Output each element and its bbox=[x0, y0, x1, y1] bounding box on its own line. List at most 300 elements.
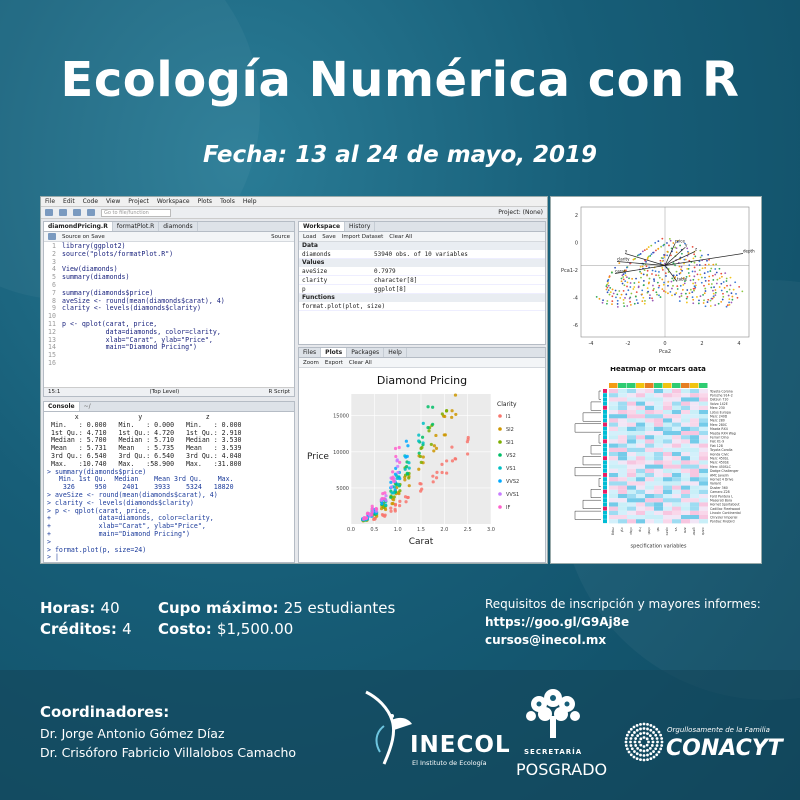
data-point bbox=[408, 467, 411, 470]
data-point bbox=[432, 449, 435, 452]
column-label: am bbox=[683, 527, 687, 533]
code-line[interactable]: aveSize <- round(mean(diamonds$carat), 4) bbox=[62, 296, 225, 305]
source-on-save-checkbox[interactable]: Source on Save bbox=[62, 233, 105, 240]
data-point bbox=[686, 247, 688, 249]
ws-name: p bbox=[302, 286, 306, 293]
row-label: Merc 450SE bbox=[710, 460, 729, 465]
line-number: 1 bbox=[52, 242, 56, 250]
data-point bbox=[704, 277, 706, 279]
heatmap-cell bbox=[663, 469, 672, 473]
heatmap-cell bbox=[681, 507, 690, 511]
logo-dot bbox=[639, 749, 642, 752]
heatmap-cell bbox=[609, 473, 618, 477]
ws-row[interactable] bbox=[299, 267, 545, 276]
heatmap-cell bbox=[618, 481, 627, 485]
logo-dot bbox=[659, 734, 662, 737]
heatmap-cell bbox=[672, 427, 681, 431]
heatmap-cell bbox=[636, 519, 645, 523]
legend-label: IF bbox=[506, 505, 511, 511]
heatmap-cell bbox=[654, 402, 663, 406]
heatmap-cell bbox=[645, 507, 654, 511]
row-color-bar bbox=[603, 465, 607, 469]
row-label: Cadillac Fleetwood bbox=[710, 506, 740, 511]
registration-link[interactable]: https://goo.gl/G9Aj8e bbox=[485, 615, 630, 629]
data-point bbox=[644, 269, 646, 271]
heatmap-cell bbox=[654, 427, 663, 431]
save-icon[interactable] bbox=[48, 233, 56, 240]
heatmap-cell bbox=[663, 515, 672, 519]
project-menu[interactable]: Project: (None) bbox=[498, 209, 543, 216]
data-point bbox=[694, 282, 696, 284]
heatmap-cell bbox=[690, 418, 699, 422]
data-point bbox=[615, 290, 617, 292]
scope-indicator[interactable]: (Top Level) bbox=[149, 389, 180, 395]
data-point bbox=[390, 502, 393, 505]
logo-dot bbox=[639, 723, 642, 726]
menu-file[interactable]: File bbox=[45, 198, 56, 205]
heatmap-cell bbox=[699, 490, 708, 494]
heatmap-cell bbox=[690, 456, 699, 460]
heatmap-cell bbox=[654, 481, 663, 485]
data-point bbox=[605, 285, 607, 287]
heatmap-cell bbox=[681, 397, 690, 401]
heatmap-cell bbox=[681, 423, 690, 427]
heatmap-cell bbox=[663, 473, 672, 477]
code-line[interactable]: summary(diamonds$price) bbox=[62, 288, 154, 297]
import-dataset-button[interactable]: Import Dataset bbox=[341, 233, 384, 240]
data-point bbox=[722, 299, 724, 301]
heatmap-cell bbox=[663, 389, 672, 393]
heatmap-cell bbox=[636, 448, 645, 452]
row-label: AMC Javelin bbox=[710, 473, 729, 478]
row-label: Toyota Corona bbox=[710, 389, 733, 394]
logo-dot bbox=[649, 724, 652, 727]
data-point bbox=[441, 471, 444, 474]
contact-email[interactable]: cursos@inecol.mx bbox=[485, 633, 607, 647]
heatmap-cell bbox=[681, 519, 690, 523]
ws-row[interactable] bbox=[299, 250, 545, 259]
data-point bbox=[704, 292, 706, 294]
hours-label: Horas: bbox=[40, 599, 96, 617]
data-point bbox=[392, 480, 395, 483]
menu-plots[interactable]: Plots bbox=[197, 198, 213, 205]
row-label: Pontiac Firebird bbox=[710, 519, 735, 524]
heatmap-cell bbox=[618, 435, 627, 439]
data-point bbox=[635, 296, 637, 298]
heatmap-cell bbox=[699, 502, 708, 506]
line-number: 7 bbox=[52, 288, 56, 297]
logo-dot bbox=[656, 744, 659, 747]
data-point bbox=[692, 302, 694, 304]
data-point bbox=[443, 415, 446, 418]
heatmap-cell bbox=[627, 397, 636, 401]
code-line[interactable]: clarity <- levels(diamonds$clarity) bbox=[62, 304, 201, 313]
console-line: 326 950 2401 3933 5324 18820 bbox=[47, 483, 234, 492]
row-label: Hornet 4 Drive bbox=[710, 477, 734, 482]
code-line[interactable]: data=diamonds, color=clarity, bbox=[62, 327, 221, 336]
heatmap-cell bbox=[654, 444, 663, 448]
row-color-bar bbox=[603, 452, 607, 456]
open-file-icon[interactable] bbox=[59, 209, 67, 216]
row-color-bar bbox=[603, 435, 607, 439]
heatmap-cell bbox=[672, 469, 681, 473]
data-point bbox=[652, 252, 654, 254]
heatmap-cell bbox=[645, 481, 654, 485]
dendrogram-branch bbox=[599, 435, 601, 443]
tab-packages[interactable]: Packages bbox=[347, 348, 384, 357]
code-line[interactable]: source("plots/formatPlot.R") bbox=[62, 249, 174, 258]
row-color-bar bbox=[603, 519, 607, 523]
cost-value: $1,500.00 bbox=[216, 620, 294, 638]
heatmap-cell bbox=[654, 494, 663, 498]
tab-help[interactable]: Help bbox=[384, 348, 407, 357]
heatmap-cell bbox=[663, 393, 672, 397]
menu-project[interactable]: Project bbox=[128, 198, 149, 205]
data-point bbox=[467, 436, 470, 439]
row-color-bar bbox=[603, 494, 607, 498]
save-icon[interactable] bbox=[73, 209, 81, 216]
code-line[interactable]: summary(diamonds) bbox=[62, 273, 130, 282]
heatmap-cell bbox=[654, 389, 663, 393]
data-point bbox=[672, 285, 674, 287]
heatmap-cell bbox=[636, 494, 645, 498]
data-point bbox=[659, 277, 661, 279]
y-tick-label: 2 bbox=[574, 213, 578, 219]
heatmap-cell bbox=[645, 486, 654, 490]
data-point bbox=[630, 293, 632, 295]
tab-console[interactable]: Console bbox=[44, 402, 80, 411]
heatmap-cell bbox=[609, 507, 618, 511]
row-label: Dodge Challenger bbox=[710, 469, 739, 474]
heatmap-cell bbox=[681, 393, 690, 397]
menu-tools[interactable]: Tools bbox=[220, 198, 235, 205]
logo-dot bbox=[658, 731, 661, 734]
menu-workspace[interactable]: Workspace bbox=[156, 198, 190, 205]
credits-value: 4 bbox=[122, 620, 132, 638]
data-point bbox=[719, 277, 721, 279]
data-point bbox=[707, 299, 709, 301]
ws-value: ggplot[8] bbox=[374, 286, 407, 293]
data-point bbox=[692, 279, 694, 281]
tab-files[interactable]: Files bbox=[299, 348, 321, 357]
row-color-bar bbox=[603, 418, 607, 422]
legend-label: VS2 bbox=[506, 453, 516, 459]
heatmap-cell bbox=[636, 427, 645, 431]
data-point bbox=[445, 409, 448, 412]
legend-swatch bbox=[498, 466, 502, 470]
heatmap-cell bbox=[609, 502, 618, 506]
heatmap-cell bbox=[609, 460, 618, 464]
console-line: > summary(diamonds$price) bbox=[47, 467, 147, 476]
line-number: 6 bbox=[52, 280, 56, 289]
heatmap-cell bbox=[672, 486, 681, 490]
tab-workspace[interactable]: Workspace bbox=[299, 222, 345, 231]
heatmap-cell bbox=[636, 397, 645, 401]
heatmap-cell bbox=[672, 406, 681, 410]
x-axis-label: Carat bbox=[408, 537, 434, 547]
logo-dot bbox=[638, 741, 641, 744]
logo-dot bbox=[639, 732, 642, 735]
tab-history[interactable]: History bbox=[345, 222, 375, 231]
data-point bbox=[727, 304, 729, 306]
data-point bbox=[417, 434, 420, 437]
heatmap-cell bbox=[645, 477, 654, 481]
data-point bbox=[679, 266, 681, 268]
source-button[interactable]: Source bbox=[271, 233, 290, 240]
heatmap-cell bbox=[654, 410, 663, 414]
heatmap-cell bbox=[681, 439, 690, 443]
heatmap-cell bbox=[654, 406, 663, 410]
logo-dot bbox=[630, 728, 633, 731]
data-point bbox=[647, 270, 649, 272]
code-line[interactable] bbox=[62, 360, 225, 368]
heatmap-cell bbox=[672, 494, 681, 498]
heatmap-cell bbox=[663, 427, 672, 431]
tab-diamonds[interactable]: diamonds bbox=[159, 222, 197, 231]
line-number: 3 bbox=[52, 257, 56, 266]
tab-diamondpricing[interactable]: diamondPricing.R bbox=[44, 222, 113, 231]
data-point bbox=[702, 294, 704, 296]
loading-label: price bbox=[675, 238, 685, 244]
file-type[interactable]: R Script bbox=[268, 389, 290, 395]
row-label: Porsche 914-2 bbox=[710, 393, 733, 398]
cost-label: Costo: bbox=[158, 620, 212, 638]
heatmap-cell bbox=[690, 427, 699, 431]
new-file-icon[interactable] bbox=[45, 209, 53, 216]
data-point bbox=[685, 293, 687, 295]
heatmap-cell bbox=[699, 477, 708, 481]
save-button[interactable]: Save bbox=[322, 233, 336, 240]
load-button[interactable]: Load bbox=[303, 233, 317, 240]
data-point bbox=[682, 284, 684, 286]
data-point bbox=[669, 238, 671, 240]
heatmap-cell bbox=[654, 469, 663, 473]
legend-swatch bbox=[498, 440, 502, 444]
data-point bbox=[692, 246, 694, 248]
zoom-button[interactable]: Zoom bbox=[303, 359, 319, 366]
data-point bbox=[714, 274, 716, 276]
logo-dot bbox=[633, 750, 636, 753]
data-point bbox=[653, 280, 655, 282]
heatmap-cell bbox=[627, 494, 636, 498]
data-point bbox=[720, 283, 722, 285]
export-button[interactable]: Export bbox=[324, 359, 343, 366]
code-line[interactable]: p <- qplot(carat, price, bbox=[62, 319, 158, 328]
heatmap-cell bbox=[636, 418, 645, 422]
heatmap-cell bbox=[618, 448, 627, 452]
heatmap-cell bbox=[654, 439, 663, 443]
clear-plots-button[interactable]: Clear All bbox=[348, 359, 372, 366]
heatmap-cell bbox=[618, 494, 627, 498]
heatmap-cell bbox=[609, 393, 618, 397]
logo-dot bbox=[660, 737, 663, 740]
heatmap-cell bbox=[636, 402, 645, 406]
data-point bbox=[608, 285, 610, 287]
data-point bbox=[666, 255, 668, 257]
data-point bbox=[699, 260, 701, 262]
data-point bbox=[694, 262, 696, 264]
heatmap-cell bbox=[609, 423, 618, 427]
logo-dot bbox=[633, 726, 636, 729]
data-point bbox=[663, 244, 665, 246]
data-point bbox=[663, 282, 665, 284]
row-color-bar bbox=[603, 502, 607, 506]
heatmap-cell bbox=[681, 402, 690, 406]
logo-dot bbox=[646, 744, 649, 747]
menu-help[interactable]: Help bbox=[242, 198, 257, 205]
row-color-bar bbox=[603, 427, 607, 431]
heatmap-cell bbox=[636, 473, 645, 477]
heatmap-cell bbox=[654, 423, 663, 427]
logo-dot bbox=[639, 754, 642, 757]
data-point bbox=[634, 258, 636, 260]
data-point bbox=[642, 250, 644, 252]
heatmap-cell bbox=[672, 473, 681, 477]
data-point bbox=[686, 302, 688, 304]
heatmap-cell bbox=[672, 490, 681, 494]
heatmap-cell bbox=[627, 519, 636, 523]
data-point bbox=[693, 275, 695, 277]
data-point bbox=[418, 452, 421, 455]
data-point bbox=[636, 291, 638, 293]
data-point bbox=[443, 433, 446, 436]
ws-row[interactable] bbox=[299, 276, 545, 285]
x-tick-label: 0.0 bbox=[347, 527, 355, 533]
code-editor[interactable] bbox=[62, 243, 225, 368]
data-point bbox=[626, 276, 628, 278]
code-line[interactable]: main="Diamond Pricing") bbox=[62, 343, 197, 352]
console-output[interactable] bbox=[47, 414, 246, 562]
data-point bbox=[733, 289, 735, 291]
data-point bbox=[640, 277, 642, 279]
data-point bbox=[599, 298, 601, 300]
data-point bbox=[710, 300, 712, 302]
chart-title: Diamond Pricing bbox=[376, 374, 468, 387]
logo-dot bbox=[651, 737, 654, 740]
heatmap-cell bbox=[645, 418, 654, 422]
row-label: Chrysler Imperial bbox=[710, 515, 738, 520]
code-line[interactable]: View(diamonds) bbox=[62, 265, 118, 274]
data-point bbox=[661, 257, 663, 259]
conacyt-tagline: Orgullosamente de la Familia bbox=[667, 726, 770, 734]
console-path: ~/ bbox=[83, 403, 91, 410]
y-tick-label: -6 bbox=[573, 323, 578, 329]
heatmap-cell bbox=[672, 389, 681, 393]
row-label: Valiant bbox=[710, 481, 721, 486]
heatmap-cell bbox=[654, 519, 663, 523]
data-point bbox=[450, 446, 453, 449]
data-point bbox=[396, 465, 399, 468]
heatmap-cell bbox=[681, 515, 690, 519]
heatmap-cell bbox=[627, 431, 636, 435]
data-point bbox=[679, 296, 681, 298]
code-line[interactable]: xlab="Carat", ylab="Price", bbox=[62, 335, 213, 344]
data-point bbox=[663, 254, 665, 256]
heatmap-cell bbox=[699, 406, 708, 410]
clear-all-button[interactable]: Clear All bbox=[389, 233, 413, 240]
heatmap-cell bbox=[699, 486, 708, 490]
data-point bbox=[686, 298, 688, 300]
data-point bbox=[694, 271, 696, 273]
heatmap-cell bbox=[627, 402, 636, 406]
posgrado-label: POSGRADO bbox=[516, 760, 608, 779]
page-title: Ecología Numérica con R bbox=[60, 52, 740, 108]
menu-edit[interactable]: Edit bbox=[63, 198, 75, 205]
legend-swatch bbox=[498, 505, 502, 509]
menu-view[interactable]: View bbox=[106, 198, 121, 205]
heatmap-cell bbox=[681, 465, 690, 469]
tab-plots[interactable]: Plots bbox=[321, 348, 347, 357]
column-label: carb bbox=[701, 527, 705, 536]
heatmap-cell bbox=[663, 511, 672, 515]
x-tick-label: 3.0 bbox=[487, 527, 495, 533]
data-point bbox=[406, 472, 409, 475]
data-point bbox=[716, 283, 718, 285]
heatmap-cell bbox=[690, 389, 699, 393]
heatmap-cell bbox=[645, 502, 654, 506]
data-point bbox=[392, 498, 395, 501]
heatmap-cell bbox=[663, 481, 672, 485]
console-line: > clarity <- levels(diamonds$clarity) bbox=[47, 498, 194, 507]
ws-section-functions: Functions bbox=[299, 294, 545, 302]
data-point bbox=[691, 291, 693, 293]
logo-dot bbox=[651, 744, 654, 747]
heatmap-cell bbox=[609, 410, 618, 414]
data-point bbox=[707, 254, 709, 256]
print-icon[interactable] bbox=[87, 209, 95, 216]
heatmap-cell bbox=[609, 456, 618, 460]
data-point bbox=[430, 443, 433, 446]
ws-row[interactable] bbox=[299, 285, 545, 294]
logo-dot bbox=[636, 752, 639, 755]
data-point bbox=[384, 503, 387, 506]
data-point bbox=[451, 459, 454, 462]
heatmap-cell bbox=[627, 452, 636, 456]
goto-file-input[interactable]: Go to file/function bbox=[101, 209, 171, 217]
ws-value: 53940 obs. of 10 variables bbox=[374, 251, 468, 258]
column-color-bar bbox=[690, 383, 699, 388]
x-tick-label: 1.0 bbox=[393, 527, 402, 533]
tab-formatplot[interactable]: formatPlot.R bbox=[113, 222, 159, 231]
heatmap-cell bbox=[645, 515, 654, 519]
data-point bbox=[394, 508, 397, 511]
data-point bbox=[662, 260, 664, 262]
conacyt-name: CONACYT bbox=[666, 736, 783, 761]
data-point bbox=[651, 273, 653, 275]
menu-code[interactable]: Code bbox=[82, 198, 99, 205]
heatmap-cell bbox=[699, 465, 708, 469]
data-point bbox=[734, 281, 736, 283]
data-point bbox=[629, 286, 631, 288]
row-label: Mazda RX4 Wag bbox=[710, 431, 736, 436]
heatmap-cell bbox=[699, 456, 708, 460]
data-point bbox=[618, 290, 620, 292]
data-point bbox=[403, 478, 406, 481]
data-point bbox=[433, 444, 436, 447]
console-line: + data=diamonds, color=clarity, bbox=[47, 514, 214, 523]
code-line[interactable]: library(ggplot2) bbox=[62, 242, 126, 250]
code-line[interactable] bbox=[62, 352, 225, 360]
heatmap-cell bbox=[690, 397, 699, 401]
ws-row[interactable] bbox=[299, 302, 545, 311]
heatmap-cell bbox=[645, 439, 654, 443]
row-label: Merc 280C bbox=[710, 422, 728, 427]
data-point bbox=[435, 447, 438, 450]
logo-dot bbox=[649, 752, 652, 755]
line-number: 2 bbox=[52, 249, 56, 258]
heatmap-cell bbox=[609, 414, 618, 418]
data-point bbox=[699, 264, 701, 266]
